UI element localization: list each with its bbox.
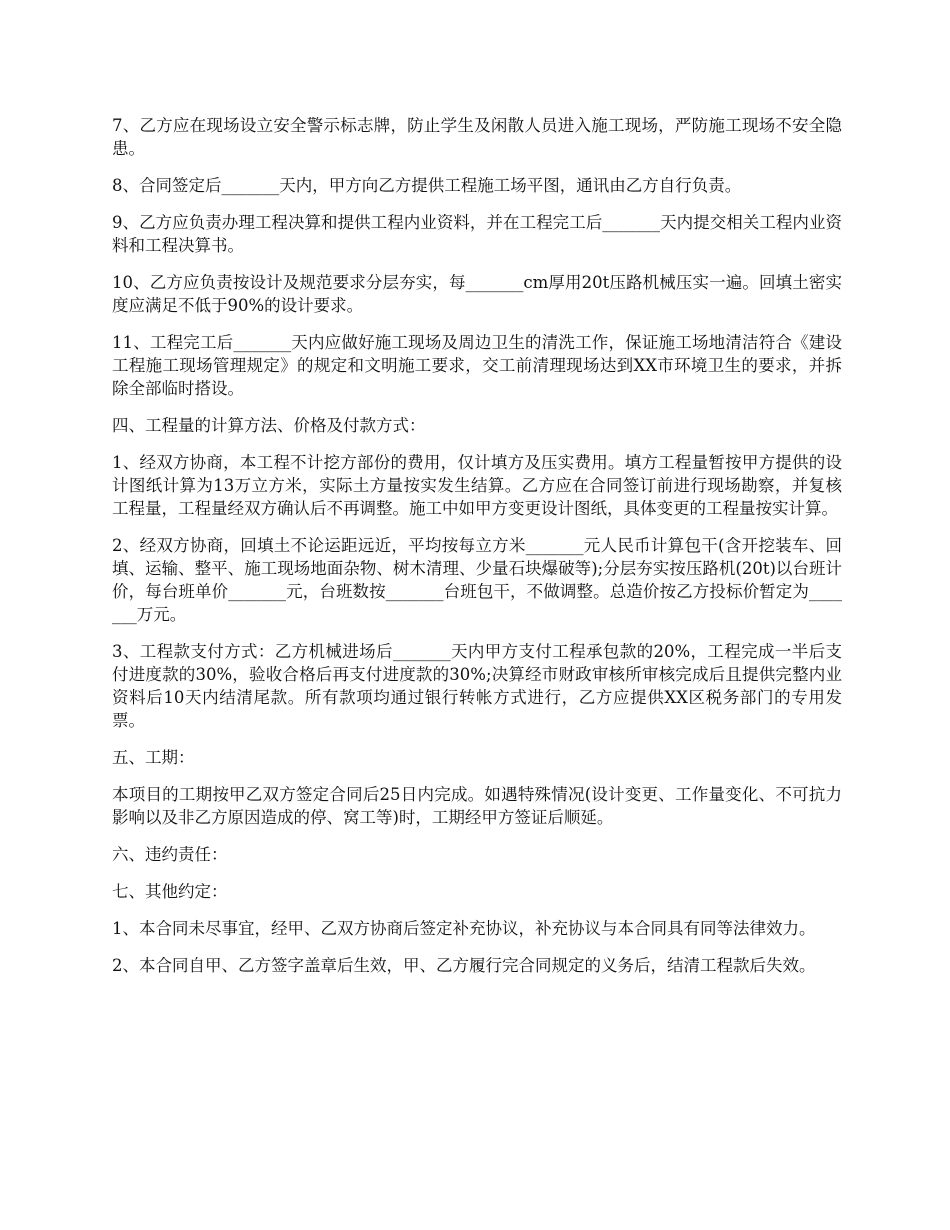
section-4-heading: 四、工程量的计算方法、价格及付款方式： (112, 416, 426, 435)
section-5-schedule: 本项目的工期按甲乙双方签定合同后25日内完成。如遇特殊情况(设计变更、工作量变化、不可抗力影响以及非乙方原因造成的停、窝工等)时，工期经甲方签证后顺延。 (112, 785, 842, 827)
clause-7-safety-signs: 7、乙方应在现场设立安全警示标志牌，防止学生及闲散人员进入施工现场，严防施工现场不安全隐患。 (112, 116, 842, 158)
section-7-heading: 七、其他约定： (112, 882, 228, 901)
clause-8-site-plan: 8、合同签定后_______天内，甲方向乙方提供工程施工场平图，通讯由乙方自行负责。 (112, 176, 742, 195)
section-7-clause-2-effectiveness: 2、本合同自甲、乙方签字盖章后生效，甲、乙方履行完合同规定的义务后，结清工程款后失效。 (112, 956, 816, 975)
clause-10-compaction: 10、乙方应负责按设计及规范要求分层夯实，每_______cm厚用20t压路机械压实一遍。回填土密实度应满足不低于90%的设计要求。 (112, 273, 842, 315)
section-4-clause-1-quantity: 1、经双方协商，本工程不计挖方部份的费用，仅计填方及压实费用。填方工程量暂按甲方提供的设计图纸计算为13万立方米，实际土方量按实发生结算。乙方应在合同签订前进行现场勘察，并复核工程量，工程量经双方确认后不再调整。施工中如甲方变更设计图纸，具体变更的工程量按实计算。 (112, 453, 842, 518)
section-4-clause-3-payment: 3、工程款支付方式：乙方机械进场后_______天内甲方支付工程承包款的20%，工程完成一半后支付进度款的30%，验收合格后再支付进度款的30%;决算经市财政审核所审核完成后且提供完整内业资料后10天内结清尾款。所有款项均通过银行转帐方式进行，乙方应提供XX区税务部门的专用发票。 (112, 642, 842, 730)
section-7-clause-1-supplement: 1、本合同未尽事宜，经甲、乙双方协商后签定补充协议，补充协议与本合同具有同等法律效力。 (112, 919, 816, 938)
section-5-heading: 五、工期： (112, 748, 195, 767)
section-6-heading: 六、违约责任： (112, 845, 228, 864)
section-4-clause-2-pricing: 2、经双方协商，回填土不论运距远近，平均按每立方米_______元人民币计算包干(含开挖装车、回填、运输、整平、施工现场地面杂物、树木清理、少量石块爆破等);分层夯实按压路机(20t)以台班计价，每台班单价_______元，台班数按_______台班包干，不做调整。总造价按乙方投标价暂定为_______万元。 (112, 536, 842, 624)
clause-9-settlement-documents: 9、乙方应负责办理工程决算和提供工程内业资料，并在工程完工后_______天内提交相关工程内业资料和工程决算书。 (112, 213, 842, 255)
clause-11-site-cleanup: 11、工程完工后_______天内应做好施工现场及周边卫生的清洗工作，保证施工场地清洁符合《建设工程施工现场管理规定》的规定和文明施工要求，交工前清理现场达到XX市环境卫生的要求，并拆除全部临时搭设。 (112, 333, 842, 398)
document-body (112, 114, 842, 991)
